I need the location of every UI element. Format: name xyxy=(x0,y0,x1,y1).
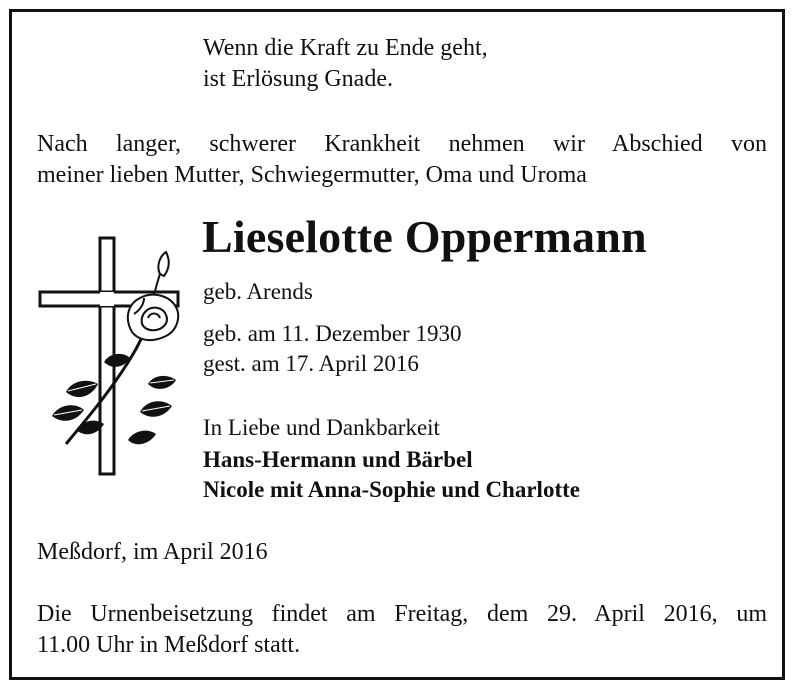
birth-date: geb. am 11. Dezember 1930 xyxy=(203,321,462,346)
poem-line-2: ist Erlösung Gnade. xyxy=(203,66,393,92)
maiden-name: geb. Arends xyxy=(203,279,313,304)
intro-line-2: meiner lieben Mutter, Schwiegermutter, Oma und Uroma xyxy=(37,162,587,188)
obituary-notice xyxy=(9,9,785,680)
deceased-name: Lieselotte Oppermann xyxy=(202,211,647,262)
death-date: gest. am 17. April 2016 xyxy=(203,351,419,376)
mourners-intro: In Liebe und Dankbarkeit xyxy=(203,415,440,440)
cross-with-rose-icon xyxy=(36,234,186,479)
intro-line-1: Nach langer, schwerer Krankheit nehmen wir Abschied von xyxy=(37,131,767,157)
mourners-names-2: Nicole mit Anna-Sophie und Charlotte xyxy=(203,477,580,502)
place-date: Meßdorf, im April 2016 xyxy=(37,539,268,565)
burial-line-1: Die Urnenbeisetzung findet am Freitag, dem 29. April 2016, um xyxy=(37,601,767,627)
poem-line-1: Wenn die Kraft zu Ende geht, xyxy=(203,35,488,61)
mourners-names-1: Hans-Hermann und Bärbel xyxy=(203,447,473,472)
burial-line-2: 11.00 Uhr in Meßdorf statt. xyxy=(37,632,301,658)
